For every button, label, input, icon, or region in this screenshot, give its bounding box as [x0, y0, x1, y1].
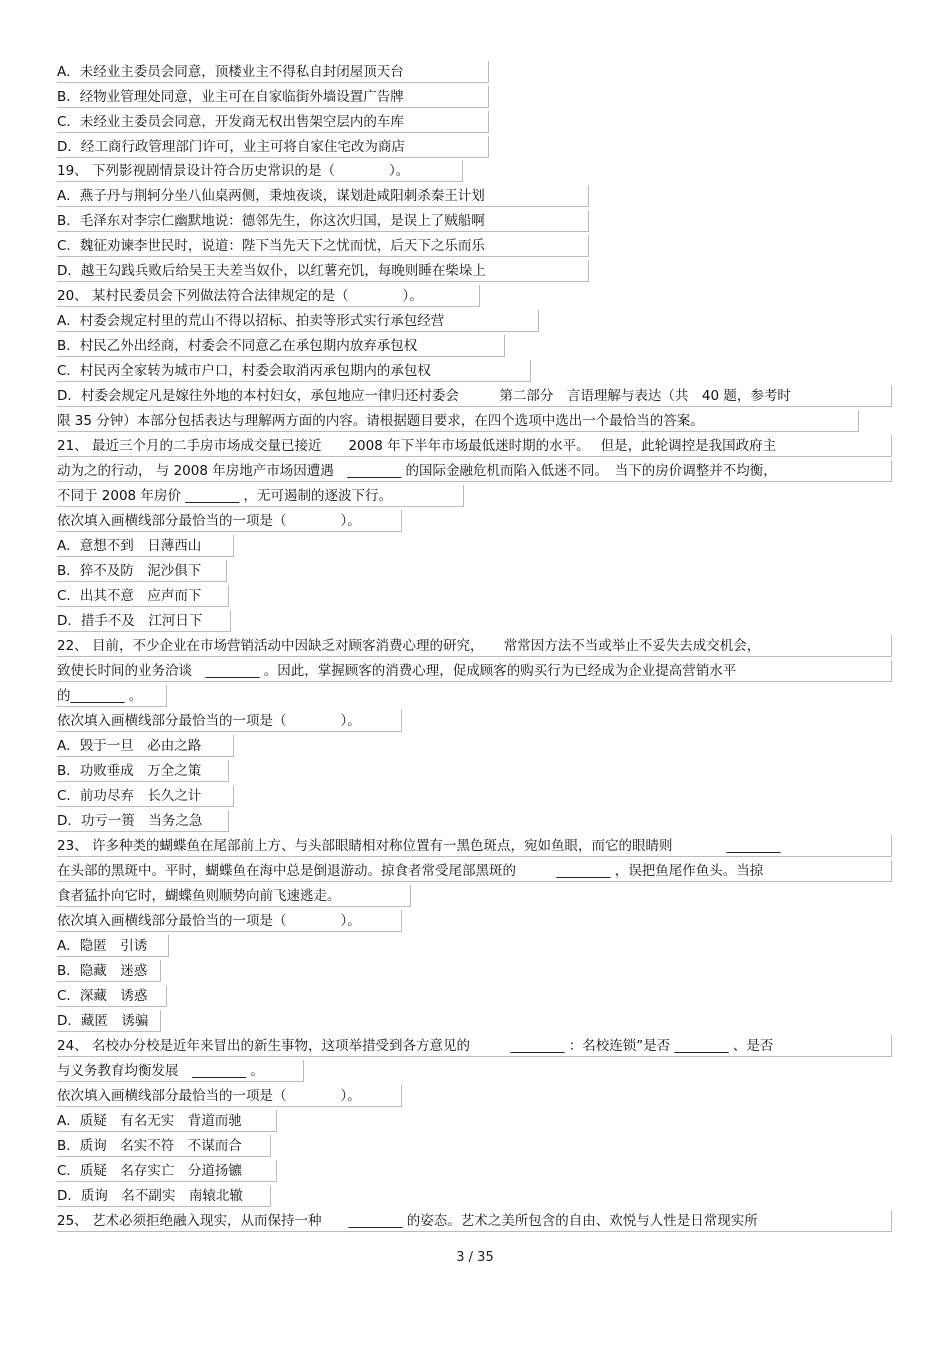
question-line: 22、 目前，不少企业在市场营销活动中因缺乏对顾客消费心理的研究， 常常因方法不当或举止不妥失去成交机会， [57, 635, 892, 657]
text-line: B．村民乙外出经商，村委会不同意乙在承包期内放弃承包权 [57, 335, 505, 357]
text-line: A．燕子丹与荆轲分坐八仙桌两侧，秉烛夜谈，谋划赴咸阳刺杀秦王计划 [57, 185, 589, 207]
text-line: 致使长时间的业务洽谈 ________ 。因此，掌握顾客的消费心理，促成顾客的购买行为已经成为企业提高营销水平 [57, 660, 892, 682]
text-line: D．村委会规定凡是嫁往外地的本村妇女，承包地应一律归还村委会 第二部分 言语理解与表达（共 40 题，参考时 [57, 385, 892, 407]
text-line: D．越王勾践兵败后给吴王夫差当奴仆，以红薯充饥，每晚则睡在柴垛上 [57, 260, 589, 282]
option-line: C．前功尽弃 长久之计 [57, 785, 234, 807]
text-line: A．未经业主委员会同意，顶楼业主不得私自封闭屋顶天台 [57, 61, 489, 83]
option-line: D．措手不及 江河日下 [57, 610, 231, 632]
option-line: D．功亏一篑 当务之急 [57, 810, 229, 832]
question-line: 19、 下列影视剧情景设计符合历史常识的是（ ）。 [57, 160, 463, 182]
option-line: C．深藏 诱惑 [57, 985, 167, 1007]
option-line: A．意想不到 日薄西山 [57, 535, 234, 557]
option-line: B．功败垂成 万全之策 [57, 760, 229, 782]
option-line: B．猝不及防 泥沙俱下 [57, 560, 227, 582]
question-line: 25、 艺术必须拒绝融入现实，从而保持一种 ________ 的姿态。艺术之美所包含的自由、欢悦与人性是日常现实所 [57, 1210, 892, 1232]
page-number: 3 / 35 [456, 1250, 494, 1265]
question-line: 20、 某村民委员会下列做法符合法律规定的是（ ）。 [57, 285, 480, 307]
text-line: B．经物业管理处同意，业主可在自家临街外墙设置广告牌 [57, 86, 489, 108]
text-line: B．毛泽东对李宗仁幽默地说：德邻先生，你这次归国，是误上了贼船啊 [57, 210, 589, 232]
text-line: 食者猛扑向它时，蝴蝶鱼则顺势向前飞速逃走。 [57, 885, 411, 907]
text-line: A．村委会规定村里的荒山不得以招标、拍卖等形式实行承包经营 [57, 310, 539, 332]
option-line: D．藏匿 诱骗 [57, 1010, 161, 1032]
text-line: 的________ 。 [57, 685, 167, 707]
text-line: 动为之的行动， 与 2008 年房地产市场因遭遇 ________ 的国际金融危机而陷入低迷不同。 当下的房价调整并不均衡， [57, 460, 892, 482]
text-line: 与义务教育均衡发展 ________ 。 [57, 1060, 304, 1082]
option-line: A．质疑 有名无实 背道而驰 [57, 1110, 277, 1132]
text-line: 在头部的黑斑中。平时，蝴蝶鱼在海中总是倒退游动。掠食者常受尾部黑斑的 ________ ，误把鱼尾作鱼头。当掠 [57, 860, 892, 882]
option-line: B．隐藏 迷惑 [57, 960, 161, 982]
option-line: A．隐匿 引诱 [57, 935, 169, 957]
question-line: 23、 许多种类的蝴蝶鱼在尾部前上方、与头部眼睛相对称位置有一黑色斑点，宛如鱼眼，而它的眼睛则 ________ [57, 835, 892, 857]
text-line: 限 35 分钟）本部分包括表达与理解两方面的内容。请根据题目要求，在四个选项中选出一个最恰当的答案。 [57, 410, 859, 432]
text-line: 依次填入画横线部分最恰当的一项是（ ）。 [57, 910, 402, 932]
question-line: 24、 名校办分校是近年来冒出的新生事物，这项举措受到各方意见的 ________ ：名校连锁”是否 ________ 、是否 [57, 1035, 892, 1057]
text-line: C．未经业主委员会同意，开发商无权出售架空层内的车库 [57, 111, 489, 133]
option-line: B．质询 名实不符 不谋而合 [57, 1135, 271, 1157]
question-line: 21、 最近三个月的二手房市场成交量已接近 2008 年下半年市场最低迷时期的水平。 但是，此轮调控是我国政府主 [57, 435, 892, 457]
text-line: 依次填入画横线部分最恰当的一项是（ ）。 [57, 1085, 402, 1107]
option-line: D．质询 名不副实 南辕北辙 [57, 1185, 271, 1207]
text-line: 不同于 2008 年房价 ________ ，无可遏制的逐波下行。 [57, 485, 464, 507]
option-line: C．质疑 名存实亡 分道扬镳 [57, 1160, 277, 1182]
text-line: D．经工商行政管理部门许可，业主可将自家住宅改为商店 [57, 136, 489, 158]
option-line: A．毁于一旦 必由之路 [57, 735, 234, 757]
text-line: 依次填入画横线部分最恰当的一项是（ ）。 [57, 510, 402, 532]
text-line: C．村民丙全家转为城市户口，村委会取消丙承包期内的承包权 [57, 360, 531, 382]
text-line: 依次填入画横线部分最恰当的一项是（ ）。 [57, 710, 402, 732]
option-line: C．出其不意 应声而下 [57, 585, 229, 607]
text-line: C．魏征劝谏李世民时，说道：陛下当先天下之忧而忧，后天下之乐而乐 [57, 235, 589, 257]
